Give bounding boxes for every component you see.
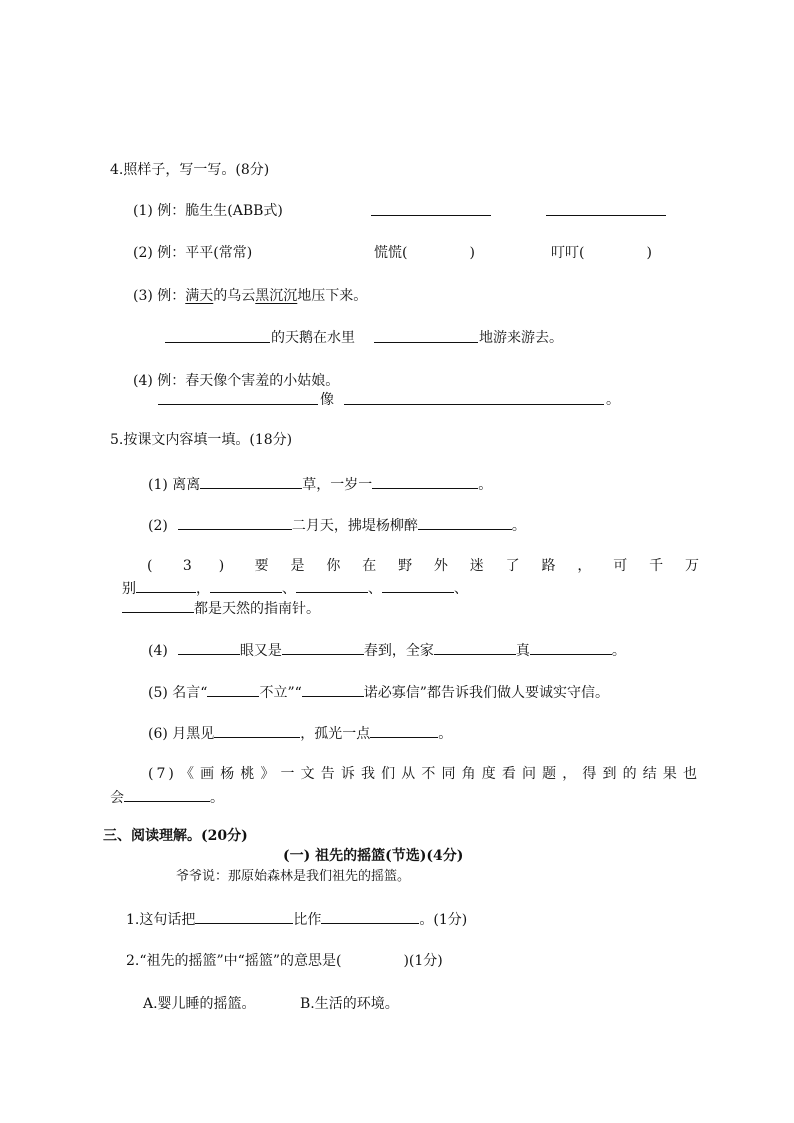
- q5-s6-blank-2[interactable]: [370, 722, 438, 738]
- q4-s1-blank-1[interactable]: [371, 200, 491, 216]
- q4-s3-fill-a: 的天鹅在水里: [271, 330, 355, 346]
- q4-s3-fill-b: 地游来游去。: [479, 330, 563, 346]
- q5-s7-blank[interactable]: [124, 786, 210, 802]
- q4-s2-item1: 慌慌( ): [374, 245, 475, 261]
- q4-s1-label: (1) 例：脆生生(ABB式): [133, 203, 283, 219]
- q5-s7-line1: (7)《画杨桃》一文告诉我们从不同角度看问题，得到的结果也: [148, 766, 700, 782]
- q4-s3-underlined-1: 满天: [185, 288, 214, 304]
- q5-s3-blank-5[interactable]: [122, 597, 194, 613]
- reading-q2: 2.“祖先的摇篮”中“摇篮”的意思是( )(1分): [126, 953, 443, 969]
- q5-s2: (2) 二月天，拂堤杨柳醉 。: [148, 514, 526, 536]
- q4-s3-underlined-2: 黑沉沉: [255, 288, 298, 304]
- section3-title: 三、阅读理解。(20分): [103, 828, 248, 844]
- q5-s2-blank-1[interactable]: [178, 514, 292, 530]
- q5-s3-char: 外: [433, 558, 448, 574]
- reading-q2-option-a[interactable]: A.婴儿睡的摇篮。: [143, 996, 256, 1012]
- q4-title: 4.照样子，写一写。(8分): [110, 162, 270, 178]
- q5-s6: (6) 月黑见 ，孤光一点 。: [148, 722, 452, 744]
- q5-s3-char: 万: [685, 558, 699, 574]
- q4-s4-end: 。: [606, 392, 620, 408]
- q4-s3-blank-1[interactable]: [165, 327, 270, 343]
- q5-s3-blank-2[interactable]: [210, 577, 282, 593]
- q5-s7-line2: 会 。: [110, 786, 224, 808]
- q5-s2-blank-2[interactable]: [418, 514, 512, 530]
- q4-s4-blank-1[interactable]: [158, 389, 318, 405]
- q5-s1: (1) 离离 草，一岁一 。: [148, 473, 492, 495]
- q4-s3-example: (3) 例：满天的乌云黑沉沉地压下来。: [133, 288, 368, 304]
- q5-s3-char: 千: [649, 558, 664, 574]
- q5-s3-char: 了: [505, 558, 520, 574]
- q4-s2-item2: 叮叮( ): [551, 245, 652, 261]
- q5-s3-blank-3[interactable]: [296, 577, 368, 593]
- q5-s4-blank-2[interactable]: [282, 639, 364, 655]
- q4-s4-blank-2[interactable]: [344, 389, 604, 405]
- q5-title: 5.按课文内容填一填。(18分): [110, 432, 293, 448]
- q5-s3-char: 迷: [469, 558, 484, 574]
- q5-s1-blank-1[interactable]: [200, 473, 302, 489]
- q5-s3-justified-line: [147, 556, 699, 576]
- reading-q1-blank-1[interactable]: [195, 908, 293, 924]
- q5-s3-char: ，: [577, 558, 592, 574]
- q4-s4-label: (4) 例：春天像个害羞的小姑娘。: [133, 373, 340, 389]
- q5-s3-char: 你: [326, 558, 341, 574]
- reading-q1-blank-2[interactable]: [321, 908, 419, 924]
- q4-s1: [133, 201, 283, 221]
- q5-s3-char: (: [147, 558, 153, 574]
- q5-s3-line2: 别 ， 、 、 、: [122, 577, 468, 599]
- q4-s1-blank-2[interactable]: [546, 200, 666, 216]
- q5-s5-blank-1[interactable]: [207, 681, 259, 697]
- q4-s4-like: 像: [320, 392, 334, 408]
- q5-s5: (5) 名言“ 不立”“ 诺必寡信”都告诉我们做人要诚实守信。: [148, 681, 609, 703]
- q5-s3-char: 在: [362, 558, 377, 574]
- reading-q1: 1.这句话把 比作 。(1分): [126, 908, 467, 930]
- q5-s3-char: ): [218, 558, 225, 574]
- q5-s4: (4) 眼又是 春到，全家 真 。: [148, 639, 626, 661]
- q5-s3-blank-1[interactable]: [136, 577, 196, 593]
- q4-s3-blank-2[interactable]: [374, 327, 478, 343]
- q5-s1-blank-2[interactable]: [372, 473, 478, 489]
- q5-s3-line3: 都是天然的指南针。: [122, 597, 320, 619]
- q5-s3-char: 要: [254, 558, 269, 574]
- reading-q2-option-b[interactable]: B.生活的环境。: [300, 996, 399, 1012]
- q5-s3-char: 路: [541, 558, 556, 574]
- q5-s6-blank-1[interactable]: [214, 722, 300, 738]
- q5-s4-blank-1[interactable]: [178, 639, 240, 655]
- passage-text: 爷爷说：那原始森林是我们祖先的摇篮。: [176, 869, 411, 884]
- q5-s5-blank-2[interactable]: [302, 681, 364, 697]
- q5-s4-blank-3[interactable]: [434, 639, 516, 655]
- q5-s3-blank-4[interactable]: [382, 577, 454, 593]
- q5-s4-blank-4[interactable]: [530, 639, 612, 655]
- passage-title: (一) 祖先的摇篮(节选)(4分): [283, 848, 464, 864]
- q4-s2-label: (2) 例：平平(常常): [133, 245, 253, 261]
- q5-s3-char: 3: [182, 558, 192, 574]
- q5-s3-char: 可: [613, 558, 628, 574]
- q5-s3-char: 是: [290, 558, 305, 574]
- q5-s3-char: 野: [398, 558, 413, 574]
